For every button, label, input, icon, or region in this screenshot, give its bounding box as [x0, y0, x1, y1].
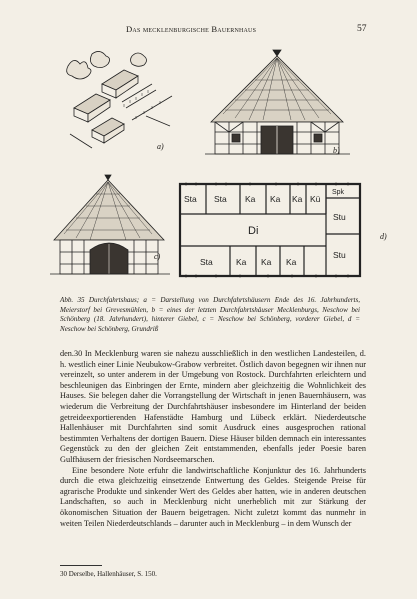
figure-b-label: b)	[333, 146, 340, 155]
page-number: 57	[357, 23, 367, 34]
room-label-right-bot: Stu	[333, 250, 346, 260]
figure-a-label: a)	[157, 142, 164, 151]
room-label-center: Di	[248, 225, 259, 237]
room-label-bot-4: Ka	[286, 257, 297, 267]
running-head: Das mecklenburgische Bauernhaus	[126, 24, 257, 34]
room-label-bot-2: Ka	[236, 257, 247, 267]
village-sketch-drawing	[62, 50, 182, 154]
figure-caption: Abb. 35 Durchfahrtshaus; a = Darstellung von Durchfahrtshäusern Ende des 16. Jahrhunderts, Meierstorf bei Grevesmühlen, b = eines der letzten Durchfahrtshäuser Mecklenburgs, Neschow bei Schönberg (18. Jahrhundert), hinterer Giebel, c = Neschow bei Schönberg, vorderer Giebel, d = Neschow bei Schönberg, Grundriß	[60, 296, 360, 333]
room-label-right-top: Spk	[332, 189, 345, 196]
room-label-top-2: Sta	[214, 194, 227, 204]
room-label-top-4: Ka	[270, 194, 281, 204]
figure-c-front-gable	[50, 174, 170, 286]
figure-b-rear-gable	[205, 48, 350, 160]
room-label-bot-3: Ka	[261, 257, 272, 267]
room-label-top-1: Sta	[184, 194, 197, 204]
figure-d-label: d)	[380, 232, 387, 241]
rear-gable-drawing	[205, 48, 350, 160]
figure-d-floor-plan	[176, 180, 386, 284]
room-label-top-3: Ka	[245, 194, 256, 204]
body-paragraph-2: Eine besondere Note erfuhr die landwirtschaftliche Konjunktur des 16. Jahrhunderts durch die etwa gleichzeitig einsetzende Entwertung des Geldes. Steigende Preise für agrarische Produkte und sinkender Wert des Geldes aber hatten, wie in anderen deutschen Landschaften, so auch in Mecklenburg nicht unerheblich mit zur Stärkung der ökonomischen Situation der Bauern beigetragen. Nicht zuletzt kommt das nunmehr in weiten Teilen Niederdeutschlands – darunter auch in Mecklenburg – in dem Wunsch der	[60, 465, 366, 528]
room-label-right-mid: Stu	[333, 212, 346, 222]
room-label-top-5: Ka	[292, 194, 303, 204]
figure-a-village-sketch	[62, 50, 182, 154]
room-label-bot-1: Sta	[200, 257, 213, 267]
footnote-divider	[60, 565, 102, 566]
floor-plan-drawing	[176, 180, 386, 284]
room-label-top-6: Kü	[310, 194, 321, 204]
body-paragraph-1: den.30 In Mecklenburg waren sie nahezu ausschließlich in den westlichen Landesteilen, d. h. westlich einer Linie Neubukow-Grabow verbreitet. Östlich davon begegnen wir ihnen nur vereinzelt, so unter anderem in der Umgebung von Rostock. Durchfahrten erleichtern und beschleunigen das Einbringen der Ernte, mindern aber gleichzeitig die Wohnlichkeit des Hauses. Sie belegen daher die Vorrangstellung der Wirtschaft in jenen Bauernhäusern, was wiederum die Verbreitung der Durchfahrtshäuser insbesondere im Hinterland der beiden getreideexportierenden Hafenstädte Hamburg und Lübeck erklärt. Niederdeutsche Hallenhäuser mit Durchfahrten sind somit Ausdruck eines ausgesprochen rational bestimmten Verhaltens der dortigen Bauern. Diese Häuser bilden demnach ein interessantes Gegenstück zu den der gleichen Zeit entstammenden, ebenfalls jeder Poesie baren Gulfhäusern der friesischen Nordseemarschen.	[60, 349, 366, 464]
front-gable-drawing	[50, 174, 170, 286]
footnote: 30 Derselbe, Hallenhäuser, S. 150.	[60, 570, 157, 578]
figure-c-label: c)	[154, 252, 161, 261]
body-text	[60, 349, 366, 529]
page-header	[0, 24, 417, 38]
